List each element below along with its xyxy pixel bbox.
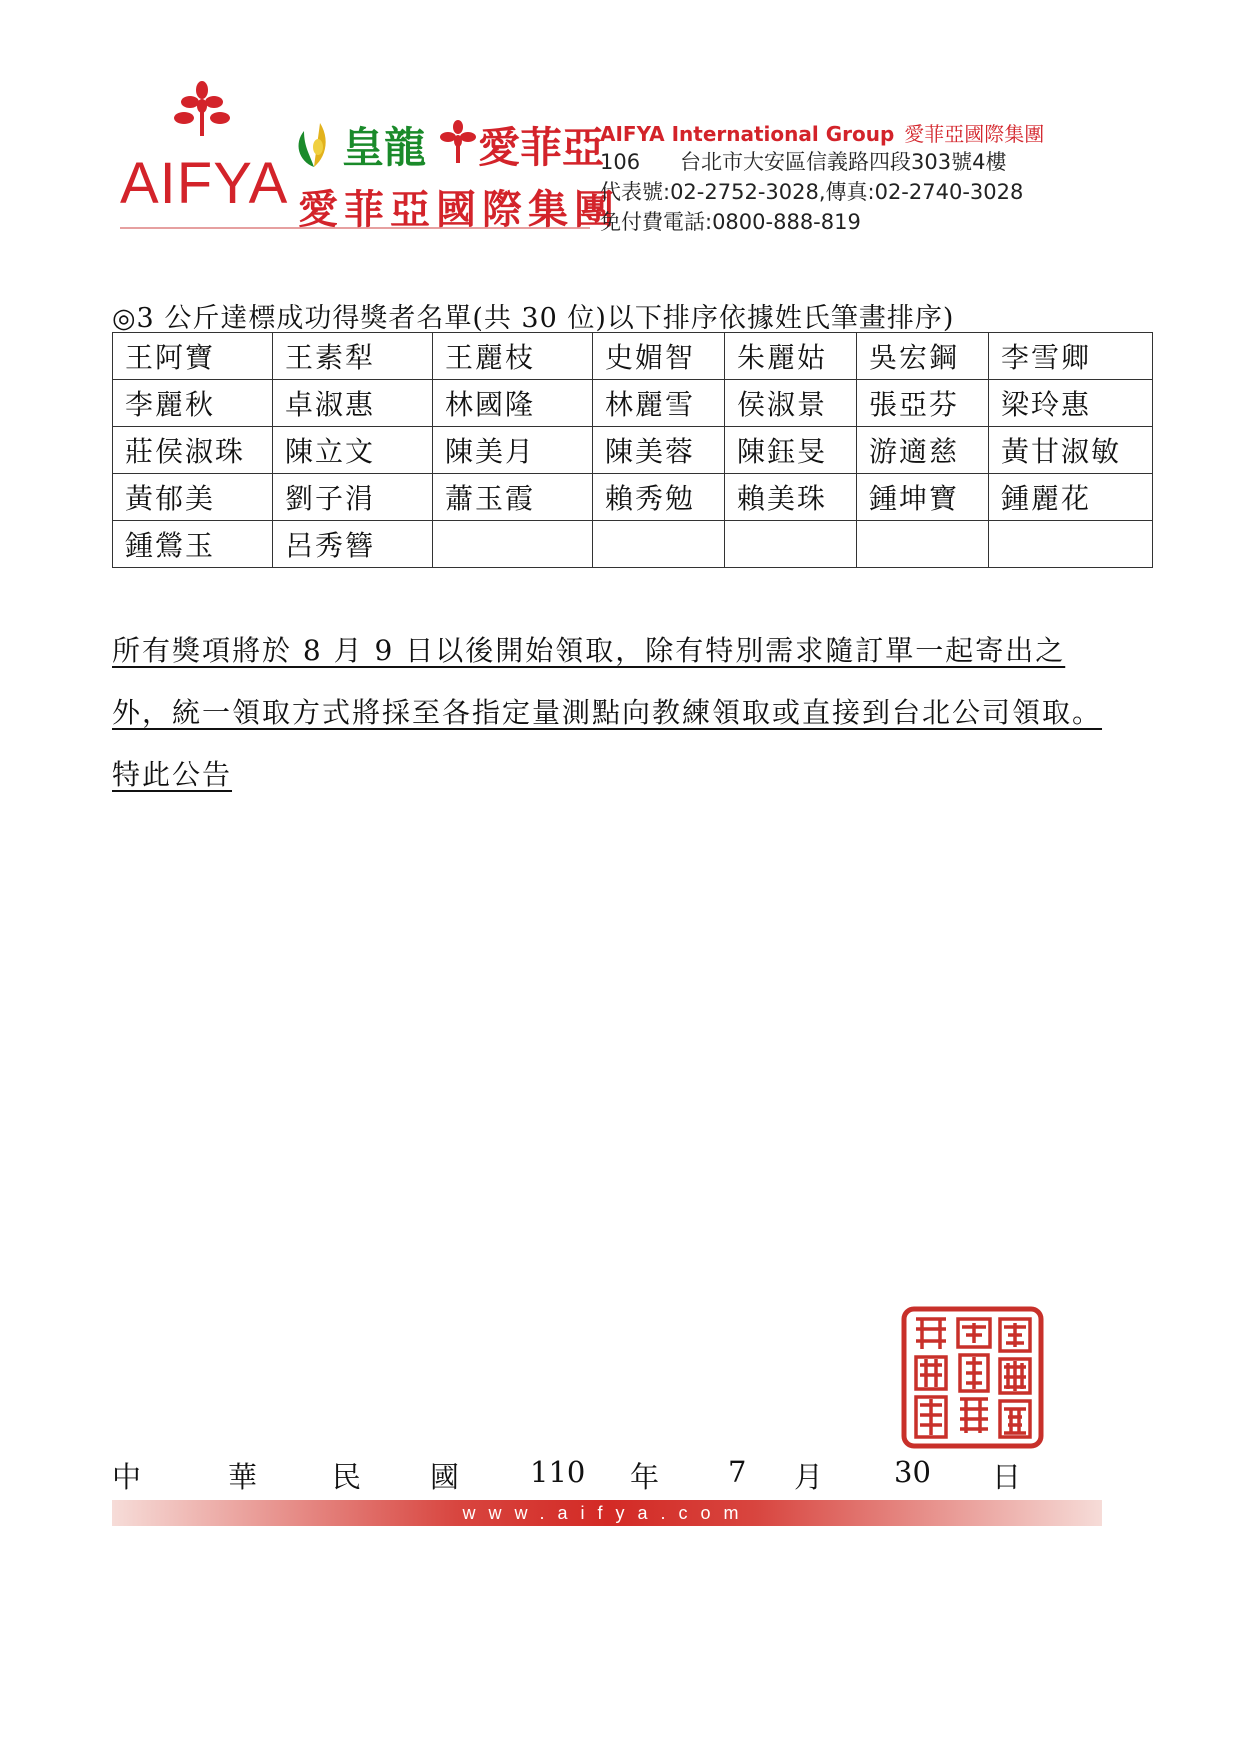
phone-fax: 代表號:02-2752-3028,傳真:02-2740-3028 <box>600 180 1024 204</box>
winner-name: 王素犁 <box>273 333 433 380</box>
winners-table <box>112 332 1153 568</box>
contact-info <box>600 118 1044 237</box>
winner-name: 史媚智 <box>593 333 725 380</box>
winner-name: 卓淑惠 <box>273 380 433 427</box>
winner-name: 林國隆 <box>433 380 593 427</box>
brand-huanglong: 皇龍 <box>342 123 427 172</box>
address-line <box>600 147 1044 177</box>
winner-name: 陳美月 <box>433 427 593 474</box>
aifya-wordmark: AIFYA <box>120 151 289 216</box>
winner-name: 陳鈺旻 <box>725 427 857 474</box>
empty-cell <box>857 521 989 568</box>
winner-name: 王阿寶 <box>113 333 273 380</box>
date-year: 110 <box>530 1455 586 1489</box>
date-month: 7 <box>728 1455 747 1489</box>
winner-name: 游適慈 <box>857 427 989 474</box>
winner-name: 黃郁美 <box>113 474 273 521</box>
company-seal-stamp <box>900 1305 1045 1450</box>
table-row <box>113 427 1153 474</box>
issue-date <box>112 1455 1052 1495</box>
winner-name: 鍾鶯玉 <box>113 521 273 568</box>
toll-free-phone: 免付費電話:0800-888-819 <box>600 210 861 234</box>
winner-name: 劉子涓 <box>273 474 433 521</box>
footer-bar <box>112 1500 1102 1526</box>
winner-name: 陳美蓉 <box>593 427 725 474</box>
winner-name: 莊侯淑珠 <box>113 427 273 474</box>
date-char-hua: 華 <box>228 1460 258 1494</box>
empty-cell <box>989 521 1153 568</box>
table-row <box>113 521 1153 568</box>
winner-name: 鍾麗花 <box>989 474 1153 521</box>
table-row <box>113 474 1153 521</box>
empty-cell <box>433 521 593 568</box>
winner-name: 朱麗姑 <box>725 333 857 380</box>
brand-group-name: 愛菲亞國際集團 <box>298 186 620 233</box>
table-row <box>113 333 1153 380</box>
address: 台北市大安區信義路四段303號4樓 <box>680 150 1007 174</box>
winner-name: 林麗雪 <box>593 380 725 427</box>
date-day: 30 <box>894 1455 931 1489</box>
winner-name: 侯淑景 <box>725 380 857 427</box>
winner-name: 蕭玉霞 <box>433 474 593 521</box>
empty-cell <box>725 521 857 568</box>
date-char-min: 民 <box>332 1460 362 1494</box>
date-month-label: 月 <box>794 1460 824 1494</box>
winner-name: 李雪卿 <box>989 333 1153 380</box>
date-char-guo: 國 <box>430 1460 460 1494</box>
winner-name: 呂秀簪 <box>273 521 433 568</box>
winner-name: 黃甘淑敏 <box>989 427 1153 474</box>
announcement-notice: 所有獎項將於 8 月 9 日以後開始領取，除有特別需求隨訂單一起寄出之外，統一領取方式將採至各指定量測點向教練領取或直接到台北公司領取。特此公告 <box>112 634 1103 791</box>
website-url: www.aifya.com <box>462 1503 752 1523</box>
brand-aifeiya: 愛菲亞 <box>478 123 605 172</box>
winner-name: 梁玲惠 <box>989 380 1153 427</box>
date-char-zhong: 中 <box>112 1460 142 1494</box>
winner-name: 吳宏鋼 <box>857 333 989 380</box>
winner-name: 陳立文 <box>273 427 433 474</box>
company-name-zh: 愛菲亞國際集團 <box>904 122 1045 146</box>
winner-name: 鍾坤寶 <box>857 474 989 521</box>
letterhead <box>0 0 1240 260</box>
company-name-en: AIFYA International Group <box>600 122 895 146</box>
winner-name: 李麗秋 <box>113 380 273 427</box>
date-day-label: 日 <box>992 1460 1022 1494</box>
postal-code: 106 <box>600 150 641 174</box>
company-name <box>600 118 1044 147</box>
table-row <box>113 380 1153 427</box>
winners-list-title: ◎3 公斤達標成功得獎者名單(共 30 位)以下排序依據姓氏筆畫排序) <box>112 303 955 334</box>
winner-name: 賴美珠 <box>725 474 857 521</box>
sprout-logo-icon <box>290 117 338 169</box>
flower-icon <box>438 119 478 165</box>
date-year-label: 年 <box>630 1460 660 1494</box>
empty-cell <box>593 521 725 568</box>
aifya-flower-logo-icon <box>172 80 232 140</box>
winner-name: 王麗枝 <box>433 333 593 380</box>
winner-name: 賴秀勉 <box>593 474 725 521</box>
winner-name: 張亞芬 <box>857 380 989 427</box>
